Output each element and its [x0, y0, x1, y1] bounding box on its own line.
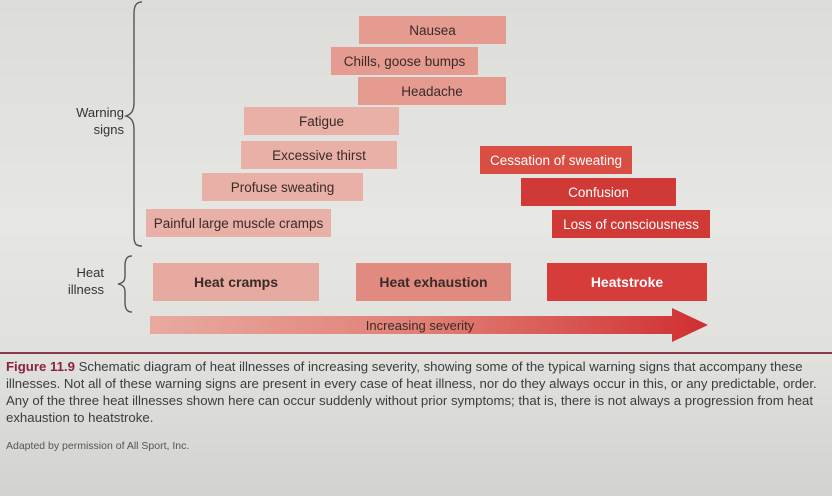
caption-text: Schematic diagram of heat illnesses of increasing severity, showing some of the typical warning signs that accompany these illnesses. Not all of these warning signs are present in every case of heat illness, nor do they always occur in this, or any predictable, order. Any of the three heat illnesses shown here can occur suddenly without prior symptoms; that is, there is not always a progression from heat exhaustion to heatstroke.: [6, 359, 817, 425]
symptom-loss-of-consciousness: Loss of consciousness: [552, 210, 710, 238]
symptom-headache: Headache: [358, 77, 506, 105]
severity-arrow-label: Increasing severity: [365, 317, 475, 333]
symptom-confusion: Confusion: [521, 178, 676, 206]
illness-heat-cramps: Heat cramps: [153, 263, 319, 301]
symptom-fatigue: Fatigue: [244, 107, 399, 135]
illness-heatstroke: Heatstroke: [547, 263, 707, 301]
symptom-excessive-thirst: Excessive thirst: [241, 141, 397, 169]
illness-heat-exhaustion: Heat exhaustion: [356, 263, 511, 301]
symptom-chills-goose-bumps: Chills, goose bumps: [331, 47, 478, 75]
heat-illness-label: Heat illness: [67, 265, 104, 297]
symptom-cessation-of-sweating: Cessation of sweating: [480, 146, 632, 174]
warning-signs-brace: [124, 0, 148, 250]
heat-illness-brace: [116, 254, 140, 314]
warning-signs-label: Warning signs: [76, 105, 124, 137]
figure-caption: [6, 358, 826, 426]
symptom-nausea: Nausea: [359, 16, 506, 44]
caption-credit: Adapted by permission of All Sport, Inc.: [6, 440, 190, 452]
symptom-painful-muscle-cramps: Painful large muscle cramps: [146, 209, 331, 237]
symptom-profuse-sweating: Profuse sweating: [202, 173, 363, 201]
figure-number: Figure 11.9: [6, 359, 75, 374]
severity-arrow: [150, 308, 710, 342]
caption-divider: [0, 352, 832, 354]
